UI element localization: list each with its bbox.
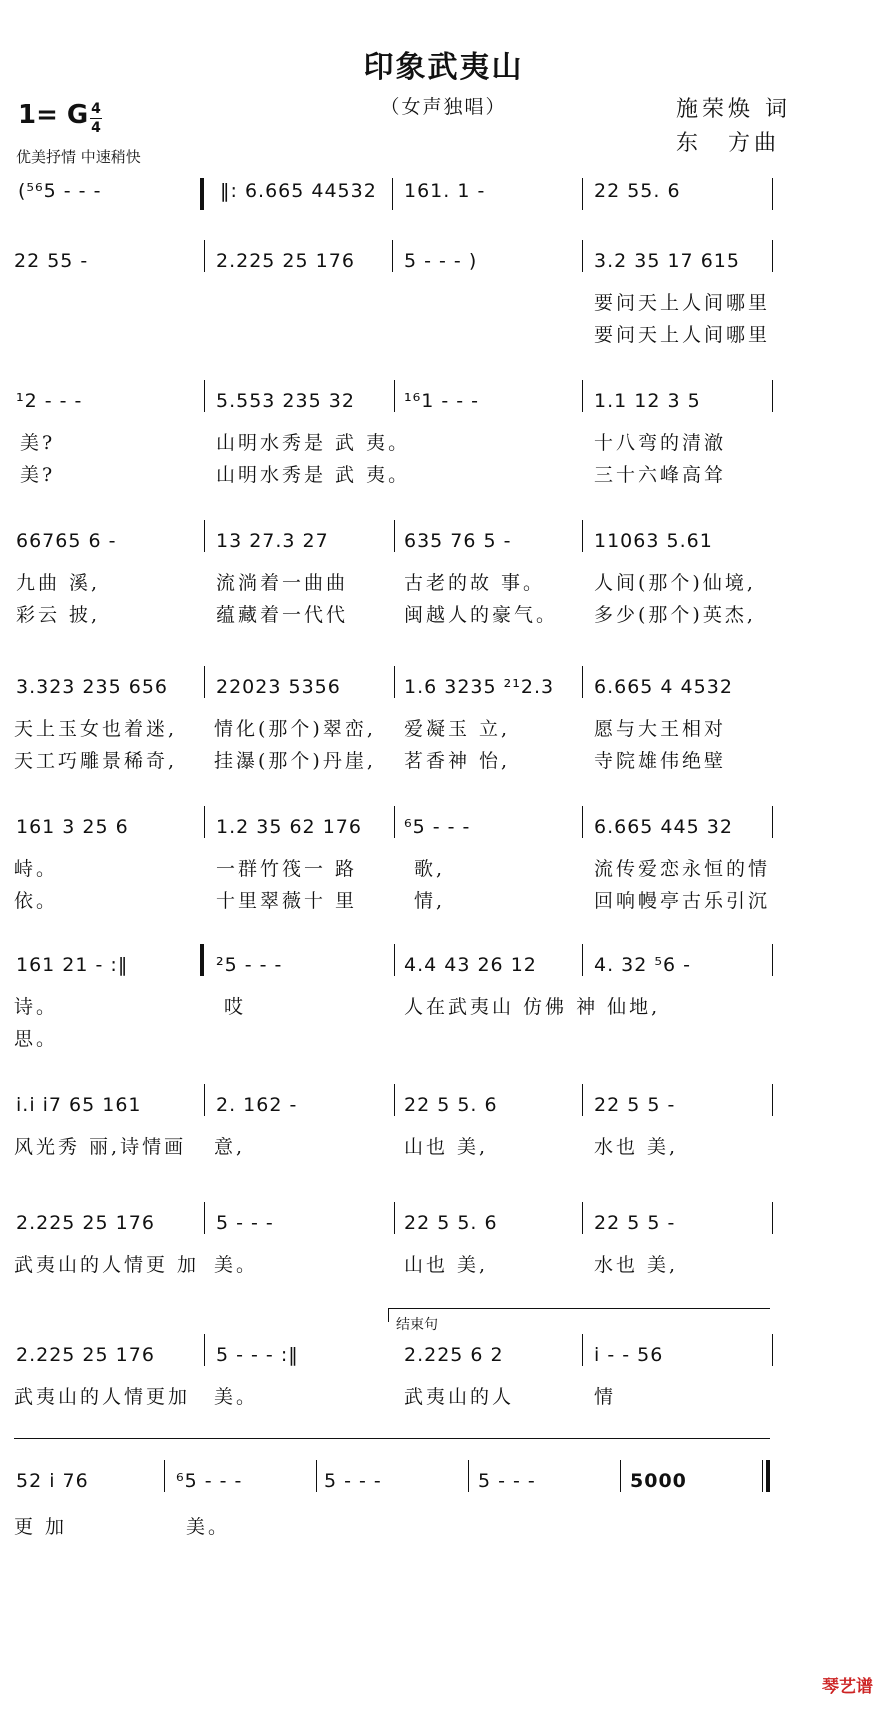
lyric-verse-1: 山也 美, bbox=[404, 1254, 489, 1276]
lyric-verse-1: 水也 美, bbox=[594, 1254, 679, 1276]
barline bbox=[620, 1460, 621, 1492]
barline bbox=[582, 806, 583, 838]
measure: 11063 5.61 bbox=[594, 530, 713, 552]
lyric-verse-1: 歌, bbox=[414, 858, 446, 880]
lyricist-credit: 施荣焕 词 bbox=[676, 97, 791, 122]
lyric-verse-1: 情 bbox=[594, 1386, 617, 1408]
lyric-verse-1: 美。 bbox=[214, 1254, 259, 1276]
measure: 5000 bbox=[630, 1470, 687, 1492]
measure: ²5 - - - bbox=[216, 954, 283, 976]
measure: 13 27.3 27 bbox=[216, 530, 329, 552]
measure: 4. 32 ⁵6 - bbox=[594, 954, 691, 976]
barline bbox=[204, 380, 205, 412]
barline bbox=[316, 1460, 317, 1492]
barline bbox=[394, 1202, 395, 1234]
barline bbox=[204, 240, 205, 272]
measure: 5.553 235 32 bbox=[216, 390, 355, 412]
barline bbox=[392, 240, 393, 272]
barline bbox=[204, 1334, 205, 1366]
measure: ¹2 - - - bbox=[16, 390, 83, 412]
lyric-verse-2: 美? bbox=[20, 464, 56, 486]
final-barline bbox=[766, 1460, 770, 1492]
measure: 2.225 6 2 bbox=[404, 1344, 504, 1366]
meter-bottom: 4 bbox=[91, 120, 101, 136]
lyric-verse-2: 天工巧雕景稀奇, bbox=[14, 750, 178, 772]
site-logo: 琴艺谱 bbox=[822, 1677, 873, 1697]
lyric-verse-2: 依。 bbox=[14, 890, 59, 912]
lyric-verse-1: 美。 bbox=[214, 1386, 259, 1408]
measure: 3.323 235 656 bbox=[16, 676, 169, 698]
repeat-start-bar bbox=[200, 178, 204, 210]
lyric-verse-1: 更 加 bbox=[14, 1516, 68, 1538]
lyric-verse-1: 一群竹筏一 路 bbox=[216, 858, 358, 880]
lyric-verse-1: 意, bbox=[214, 1136, 246, 1158]
lyric-verse-1: 十八弯的清澈 bbox=[594, 432, 727, 454]
lyric-verse-1: 风光秀 丽,诗情画 bbox=[14, 1136, 187, 1158]
barline bbox=[394, 806, 395, 838]
barline bbox=[582, 520, 583, 552]
measure: 22023 5356 bbox=[216, 676, 341, 698]
lyric-verse-1: 要问天上人间哪里 bbox=[594, 292, 771, 314]
ending-bracket-left bbox=[388, 1308, 389, 1322]
measure: 161 3 25 6 bbox=[16, 816, 129, 838]
measure: 52 i 76 bbox=[16, 1470, 89, 1492]
barline bbox=[772, 1334, 773, 1366]
barline bbox=[392, 178, 393, 210]
lyric-verse-1: 山明水秀是 武 夷。 bbox=[216, 432, 411, 454]
barline bbox=[204, 806, 205, 838]
lyric-verse-1: 美? bbox=[20, 432, 56, 454]
tempo-marking: 优美抒情 中速稍快 bbox=[16, 148, 141, 166]
lyric-verse-1: 情化(那个)翠峦, bbox=[214, 718, 376, 740]
lyric-verse-1: 水也 美, bbox=[594, 1136, 679, 1158]
lyric-verse-1: 爱凝玉 立, bbox=[404, 718, 511, 740]
measure: 6.665 445 32 bbox=[594, 816, 733, 838]
barline bbox=[204, 1084, 205, 1116]
barline bbox=[394, 380, 395, 412]
barline bbox=[204, 520, 205, 552]
measure: 22 5 5. 6 bbox=[404, 1212, 498, 1234]
lyric-verse-2: 挂瀑(那个)丹崖, bbox=[214, 750, 376, 772]
barline bbox=[762, 1460, 763, 1492]
barline bbox=[772, 240, 773, 272]
barline bbox=[582, 666, 583, 698]
measure: 5 - - - ) bbox=[404, 250, 478, 272]
measure: 2. 162 - bbox=[216, 1094, 298, 1116]
lyric-verse-2: 多少(那个)英杰, bbox=[594, 604, 756, 626]
key-signature: 1= G bbox=[18, 100, 89, 130]
lyric-verse-1: 美。 bbox=[186, 1516, 231, 1538]
barline bbox=[582, 1202, 583, 1234]
barline bbox=[582, 178, 583, 210]
ending-label: 结束句 bbox=[396, 1317, 438, 1333]
barline bbox=[772, 806, 773, 838]
lyric-verse-1: 愿与大王相对 bbox=[594, 718, 727, 740]
lyric-verse-2: 山明水秀是 武 夷。 bbox=[216, 464, 411, 486]
lyric-verse-1: 古老的故 事。 bbox=[404, 572, 546, 594]
lyric-verse-2: 蕴藏着一代代 bbox=[216, 604, 349, 626]
barline bbox=[582, 944, 583, 976]
barline bbox=[394, 666, 395, 698]
measure: 5 - - - bbox=[324, 1470, 382, 1492]
measure: 22 55. 6 bbox=[594, 180, 681, 202]
measure: i.i i7 65 161 bbox=[16, 1094, 142, 1116]
measure: 1.6 3235 ²¹2.3 bbox=[404, 676, 555, 698]
barline bbox=[772, 1084, 773, 1116]
lyric-verse-1: 人间(那个)仙境, bbox=[594, 572, 756, 594]
lyric-verse-1: 诗。 bbox=[14, 996, 59, 1018]
lyric-verse-1: 峙。 bbox=[14, 858, 59, 880]
measure: ⁶5 - - - bbox=[176, 1470, 243, 1492]
barline bbox=[204, 1202, 205, 1234]
barline bbox=[772, 380, 773, 412]
lyric-verse-1: 九曲 溪, bbox=[16, 572, 101, 594]
barline bbox=[772, 178, 773, 210]
measure: 1.1 12 3 5 bbox=[594, 390, 701, 412]
lyric-verse-1: 哎 bbox=[224, 996, 247, 1018]
lyric-verse-2: 寺院雄伟绝壁 bbox=[594, 750, 727, 772]
lyric-verse-1: 武夷山的人 bbox=[404, 1386, 515, 1408]
measure: 22 5 5. 6 bbox=[404, 1094, 498, 1116]
lyric-verse-2: 三十六峰高耸 bbox=[594, 464, 727, 486]
barline bbox=[394, 520, 395, 552]
song-subtitle: （女声独唱） bbox=[380, 96, 507, 118]
measure: 3.2 35 17 615 bbox=[594, 250, 740, 272]
measure: 2.225 25 176 bbox=[216, 250, 355, 272]
lyric-verse-1: 武夷山的人情更 加 bbox=[14, 1254, 200, 1276]
barline bbox=[582, 1334, 583, 1366]
lyric-verse-1: 山也 美, bbox=[404, 1136, 489, 1158]
lyric-verse-1: 武夷山的人情更加 bbox=[14, 1386, 191, 1408]
lyric-verse-2: 茗香神 怡, bbox=[404, 750, 511, 772]
time-signature bbox=[90, 100, 102, 137]
measure: 66765 6 - bbox=[16, 530, 117, 552]
measure: ⁶5 - - - bbox=[404, 816, 471, 838]
barline bbox=[164, 1460, 165, 1492]
barline bbox=[772, 944, 773, 976]
lyric-verse-1: 流传爱恋永恒的情 bbox=[594, 858, 771, 880]
meter-top: 4 bbox=[91, 101, 101, 117]
repeat-end-bar bbox=[200, 944, 204, 976]
measure: 22 5 5 - bbox=[594, 1094, 676, 1116]
lyric-verse-1: 流淌着一曲曲 bbox=[216, 572, 349, 594]
measure: 161 21 - :‖ bbox=[16, 954, 129, 976]
measure: 161. 1 - bbox=[404, 180, 486, 202]
measure: 2.225 25 176 bbox=[16, 1212, 155, 1234]
measure: 5 - - - :‖ bbox=[216, 1344, 299, 1366]
lyric-verse-2: 思。 bbox=[14, 1028, 59, 1050]
measure: 2.225 25 176 bbox=[16, 1344, 155, 1366]
measure: 22 5 5 - bbox=[594, 1212, 676, 1234]
measure: (⁵⁶5 - - - bbox=[18, 180, 102, 202]
composer-credit: 东 方曲 bbox=[676, 131, 781, 156]
measure: 5 - - - bbox=[216, 1212, 274, 1234]
barline bbox=[582, 1084, 583, 1116]
ending-bracket-top bbox=[388, 1308, 770, 1309]
barline bbox=[394, 944, 395, 976]
measure: ‖: 6.665 44532 bbox=[220, 180, 377, 202]
barline bbox=[582, 240, 583, 272]
measure: 635 76 5 - bbox=[404, 530, 512, 552]
barline bbox=[204, 666, 205, 698]
lyric-verse-1: 人在武夷山 仿佛 神 仙地, bbox=[404, 996, 661, 1018]
ending-bracket-top bbox=[14, 1438, 770, 1439]
measure: 4.4 43 26 12 bbox=[404, 954, 537, 976]
measure: i - - 56 bbox=[594, 1344, 664, 1366]
song-title: 印象武夷山 bbox=[363, 50, 524, 85]
measure: 5 - - - bbox=[478, 1470, 536, 1492]
barline bbox=[582, 380, 583, 412]
lyric-verse-1: 天上玉女也着迷, bbox=[14, 718, 178, 740]
lyric-verse-2: 情, bbox=[414, 890, 446, 912]
measure: 1.2 35 62 176 bbox=[216, 816, 362, 838]
measure: 22 55 - bbox=[14, 250, 89, 272]
lyric-verse-2: 要问天上人间哪里 bbox=[594, 324, 771, 346]
measure: ¹⁶1 - - - bbox=[404, 390, 480, 412]
barline bbox=[394, 1084, 395, 1116]
barline bbox=[468, 1460, 469, 1492]
measure: 6.665 4 4532 bbox=[594, 676, 733, 698]
lyric-verse-2: 彩云 披, bbox=[16, 604, 101, 626]
barline bbox=[772, 1202, 773, 1234]
lyric-verse-2: 十里翠薇十 里 bbox=[216, 890, 358, 912]
lyric-verse-2: 闽越人的豪气。 bbox=[404, 604, 559, 626]
lyric-verse-2: 回响幔亭古乐引沉 bbox=[594, 890, 771, 912]
